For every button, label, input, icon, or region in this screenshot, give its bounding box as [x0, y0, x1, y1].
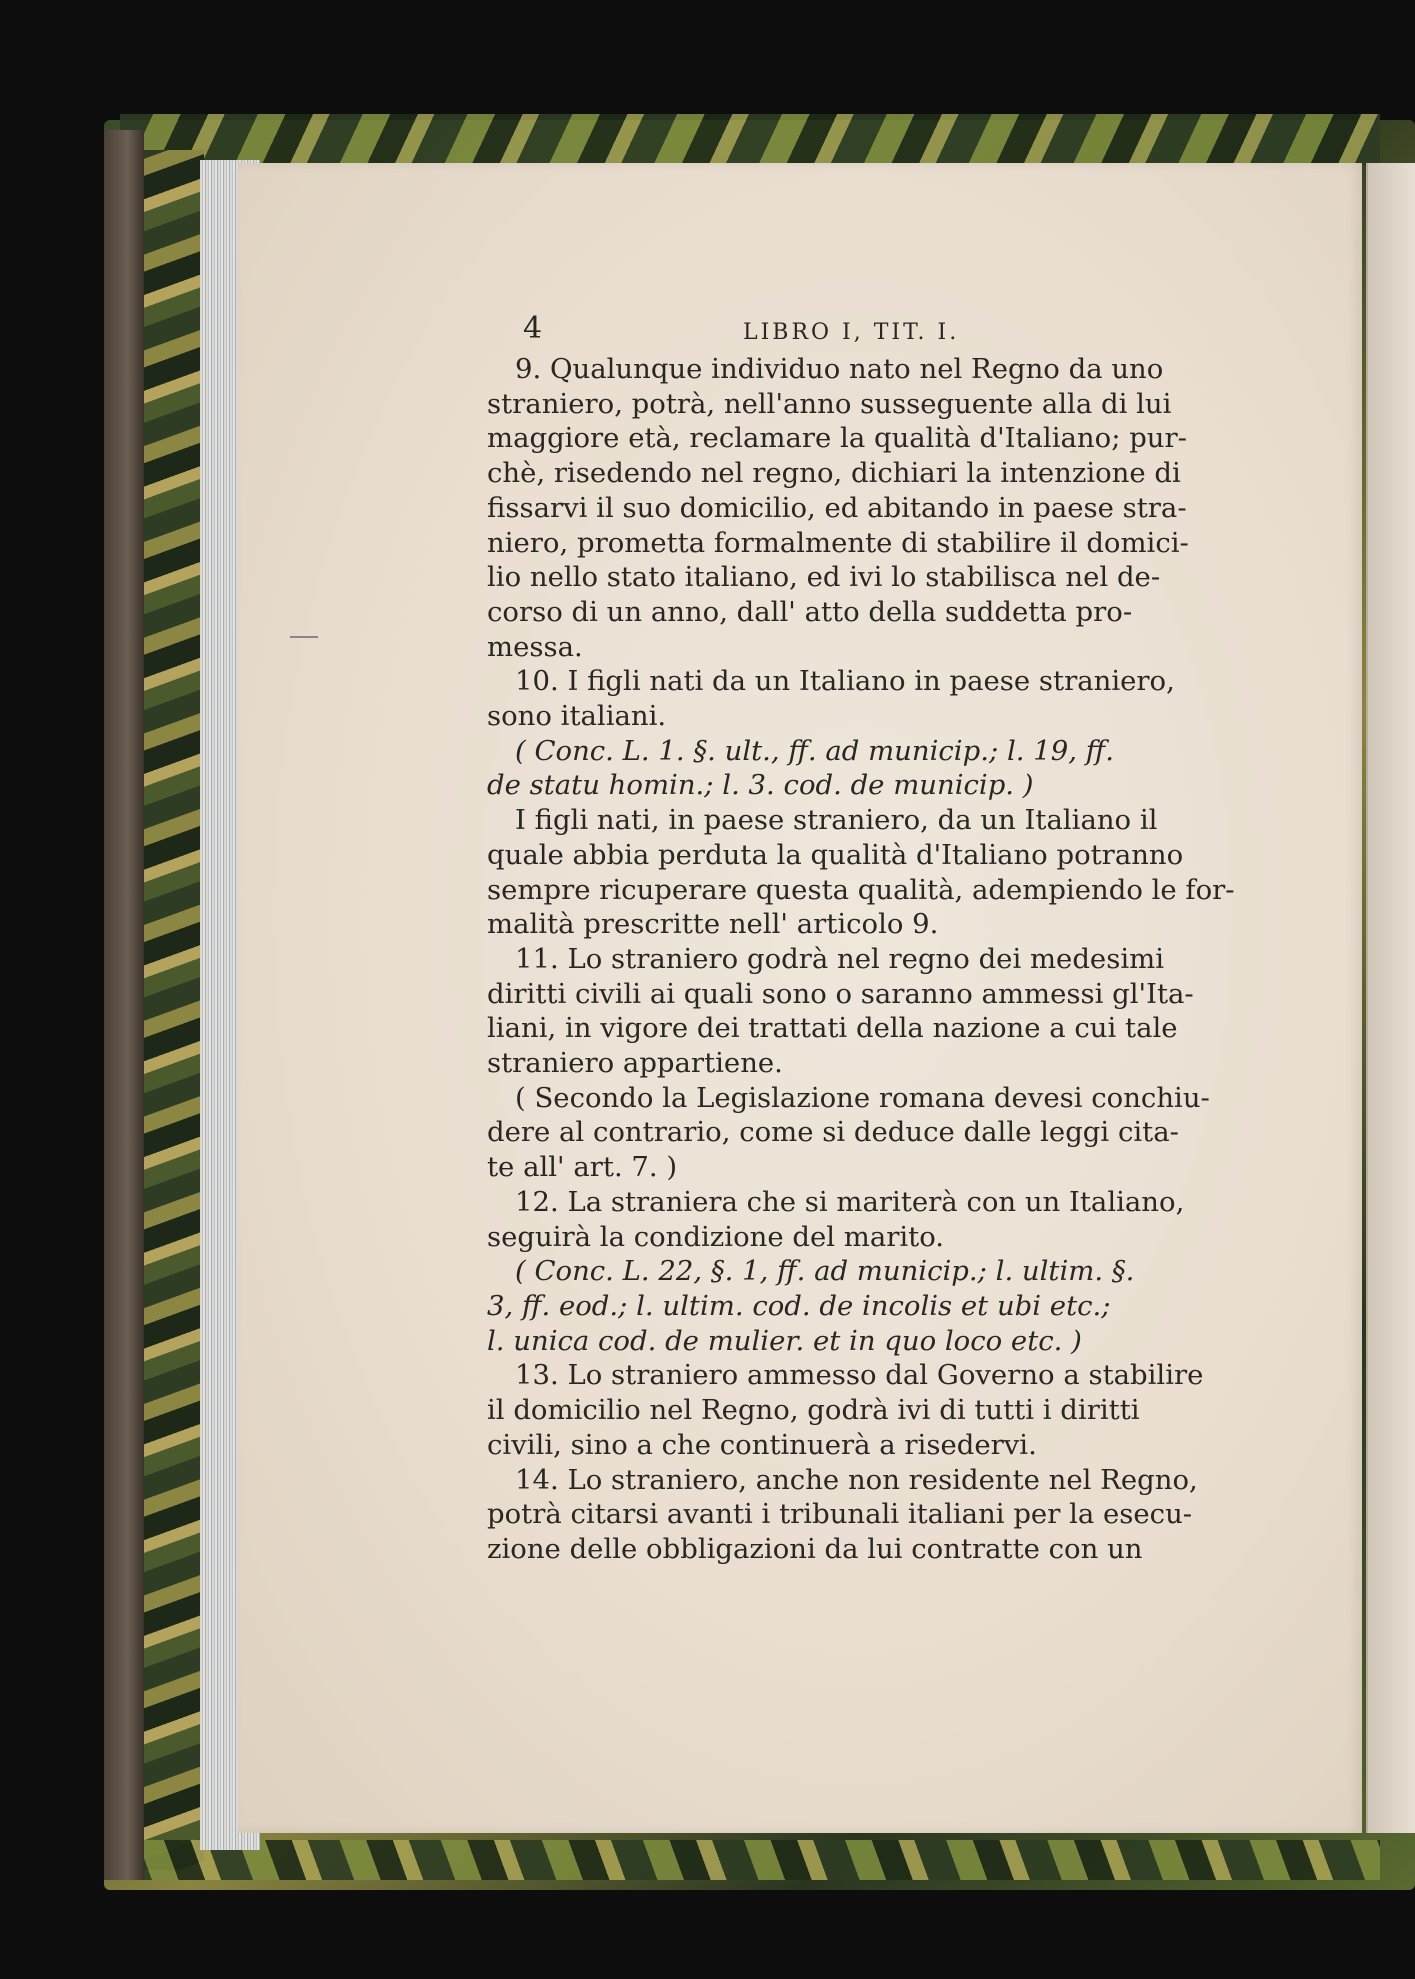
- text-line: quale abbia perduta la qualità d'Italiano potranno: [487, 838, 1184, 871]
- paragraph-art-14: [487, 1463, 1274, 1567]
- text-line: potrà citarsi avanti i tribunali italiani per la esecu-: [487, 1498, 1193, 1531]
- paragraph-conc-10: [487, 734, 1274, 803]
- paragraph-art-10-b: [487, 803, 1274, 942]
- page-header: [487, 312, 1274, 352]
- text-line: ( Conc. L. 22, §. 1, ff. ad municip.; l. ultim. §.: [515, 1255, 1135, 1288]
- paragraph-art-9: [487, 352, 1274, 664]
- facing-page-edge: [1366, 163, 1415, 1833]
- book-spine-edge: [104, 130, 144, 1880]
- text-line: seguirà la condizione del marito.: [487, 1220, 945, 1253]
- text-line: de statu homin.; l. 3. cod. de municip. ): [487, 769, 1034, 802]
- text-line: ( Secondo la Legislazione romana devesi conchiu-: [515, 1081, 1210, 1114]
- text-line: fissarvi il suo domicilio, ed abitando in paese stra-: [487, 491, 1187, 524]
- text-line: 14. Lo straniero, anche non residente nel Regno,: [515, 1463, 1198, 1496]
- text-line: zione delle obbligazioni da lui contratte con un: [487, 1532, 1143, 1565]
- paragraph-art-13: [487, 1358, 1274, 1462]
- text-line: civili, sino a che continuerà a risedervi.: [487, 1428, 1037, 1461]
- margin-pencil-mark: [290, 636, 318, 638]
- text-line: dere al contrario, come si deduce dalle leggi cita-: [487, 1116, 1179, 1149]
- text-line: straniero, potrà, nell'anno susseguente alla di lui: [487, 387, 1172, 420]
- text-line: liani, in vigore dei trattati della nazione a cui tale: [487, 1012, 1178, 1045]
- page-number: 4: [523, 311, 543, 346]
- text-line: messa.: [487, 630, 583, 663]
- text-line: straniero appartiene.: [487, 1047, 783, 1080]
- text-line: lio nello stato italiano, ed ivi lo stabilisca nel de-: [487, 561, 1161, 594]
- body-text: [487, 352, 1274, 1567]
- text-line: il domicilio nel Regno, godrà ivi di tutti i diritti: [487, 1394, 1140, 1427]
- paragraph-note-11: [487, 1081, 1274, 1185]
- marbled-cover-top: [120, 114, 1380, 166]
- text-line: 3, ff. eod.; l. ultim. cod. de incolis et ubi etc.;: [487, 1289, 1111, 1322]
- text-line: malità prescritte nell' articolo 9.: [487, 908, 939, 941]
- text-line: diritti civili ai quali sono o saranno ammessi gl'Ita-: [487, 977, 1194, 1010]
- paragraph-art-11: [487, 942, 1274, 1081]
- text-line: sono italiani.: [487, 700, 667, 733]
- text-line: ( Conc. L. 1. §. ult., ff. ad municip.; l. 19, ff.: [515, 734, 1114, 767]
- text-line: l. unica cod. de mulier. et in quo loco etc. ): [487, 1324, 1082, 1357]
- text-line: niero, prometta formalmente di stabilire il domici-: [487, 526, 1189, 559]
- text-line: sempre ricuperare questa qualità, adempiendo le for-: [487, 873, 1235, 906]
- paragraph-art-12: [487, 1185, 1274, 1254]
- text-line: chè, risedendo nel regno, dichiari la intenzione di: [487, 457, 1181, 490]
- paragraph-conc-12: [487, 1254, 1274, 1358]
- running-head: LIBRO I, TIT. I.: [743, 320, 960, 345]
- text-line: 12. La straniera che si mariterà con un Italiano,: [515, 1185, 1185, 1218]
- page-text: [487, 312, 1274, 1567]
- paragraph-art-10: [487, 664, 1274, 733]
- marbled-cover-bottom: [120, 1840, 1380, 1880]
- text-line: I figli nati, in paese straniero, da un Italiano il: [515, 804, 1158, 837]
- text-line: 10. I figli nati da un Italiano in paese straniero,: [515, 665, 1175, 698]
- text-line: te all' art. 7. ): [487, 1151, 678, 1184]
- text-line: maggiore età, reclamare la qualità d'Italiano; pur-: [487, 422, 1187, 455]
- text-line: 9. Qualunque individuo nato nel Regno da uno: [515, 353, 1164, 385]
- text-line: corso di un anno, dall' atto della suddetta pro-: [487, 595, 1133, 628]
- text-line: 13. Lo straniero ammesso dal Governo a stabilire: [515, 1359, 1204, 1392]
- text-line: 11. Lo straniero godrà nel regno dei medesimi: [515, 942, 1164, 975]
